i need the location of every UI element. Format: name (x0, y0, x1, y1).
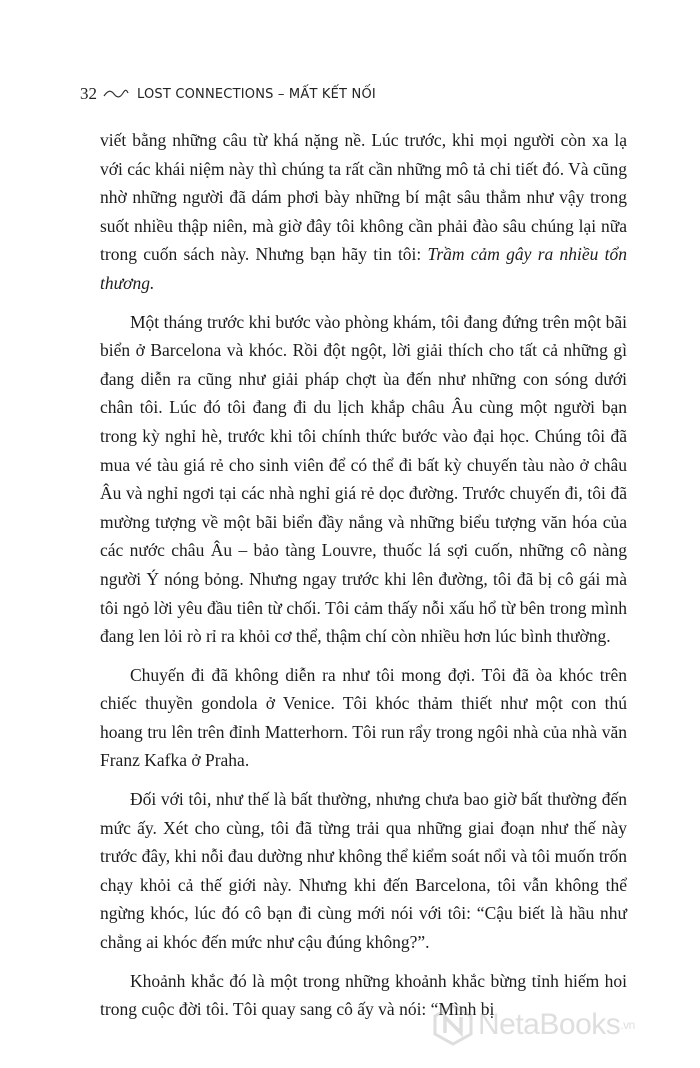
paragraph: Khoảnh khắc đó là một trong những khoảnh khắc bừng tỉnh hiếm hoi trong cuộc đời tôi. Tôi quay sang cô ấy và nói: “Mình bị (100, 970, 627, 1020)
paragraph (100, 126, 627, 298)
swash-icon (103, 89, 129, 99)
netabooks-logo-icon (432, 1004, 474, 1046)
page-header (80, 84, 376, 104)
watermark (432, 1004, 635, 1046)
page-number: 32 (80, 84, 97, 103)
italic-quote: Trầm cảm gây ra nhiều tổn thương. (100, 244, 627, 293)
paragraph: Đối với tôi, như thế là bất thường, nhưng chưa bao giờ bất thường đến mức ấy. Xét cho cùng, tôi đã từng trải qua những giai đoạn như thế này trước đây, khi nỗi đau dường như không thể kiểm soát nổi và tôi muốn trốn chạy khỏi cả thế giới này. Nhưng khi đến Barcelona, tôi vẫn không thể ngừng khóc, lúc đó cô bạn đi cùng mới nói với tôi: “Cậu biết là hầu như chẳng ai khóc đến mức như cậu đúng không?”. (100, 789, 628, 953)
paragraph-text: viết bằng những câu từ khá nặng nề. Lúc trước, khi mọi người còn xa lạ với các khái niệm này thì chúng ta rất cần những mô tả chi tiết đó. Và cũng nhờ những người đã dám phơi bày những bí mật sâu thẳm như vậy trong suốt nhiều thập niên, mà giờ đây tôi không cần phải đào sâu chúng lại nữa trong cuốn sách này. Nhưng bạn hãy tin tôi: (100, 130, 627, 265)
paragraph: Một tháng trước khi bước vào phòng khám, tôi đang đứng trên một bãi biển ở Barcelona và khóc. Rồi đột ngột, lời giải thích cho tất cả những gì đang diễn ra cũng như giải pháp chợt ùa đến như những con sóng dưới chân tôi. Lúc đó tôi đang đi du lịch khắp châu Âu cùng một người bạn trong kỳ nghỉ hè, trước khi tôi chính thức bước vào đại học. Chúng tôi đã mua vé tàu giá rẻ cho sinh viên để có thể đi bất kỳ chuyến tàu nào ở châu Âu và nghỉ ngơi tại các nhà nghỉ giá rẻ dọc đường. Trước chuyến đi, tôi đã mường tượng về một bãi biển đầy nắng và những biểu tượng văn hóa của các nước châu Âu – bảo tàng Louvre, thuốc lá sợi cuốn, những cô nàng người Ý nóng bỏng. Nhưng ngay trước khi lên đường, tôi đã bị cô gái mà tôi ngỏ lời yêu đầu tiên từ chối. Tôi cảm thấy nỗi xấu hổ từ bên trong mình đang len lỏi rò rỉ ra khỏi cơ thể, thậm chí còn nhiều hơn lúc bình thường. (100, 311, 627, 647)
paragraph: Chuyến đi đã không diễn ra như tôi mong đợi. Tôi đã òa khóc trên chiếc thuyền gondola ở Venice. Tôi khóc thảm thiết như một con thú hoang tru lên trên đỉnh Matterhorn. Tôi run rẩy trong ngôi nhà của nhà văn Franz Kafka ở Praha. (100, 664, 627, 771)
watermark-brand: NetaBooks (478, 1008, 621, 1041)
body-text (100, 126, 627, 1034)
watermark-suffix: .vn (620, 1018, 635, 1032)
running-title: LOST CONNECTIONS – MẤT KẾT NỐI (137, 86, 376, 102)
